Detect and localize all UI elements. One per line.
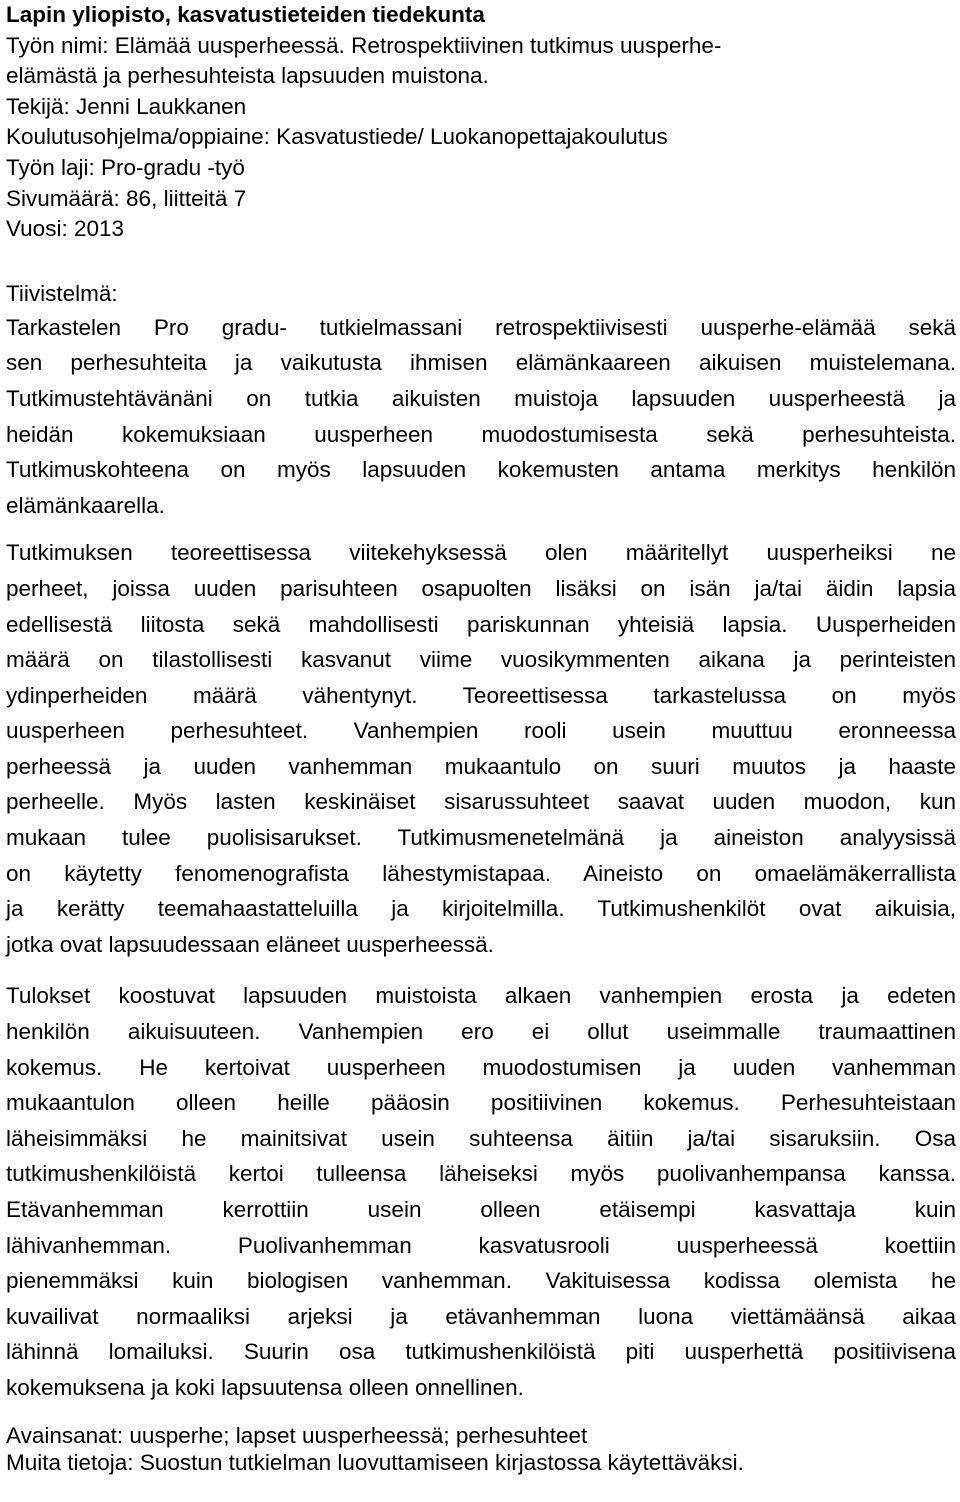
paragraph-line: edellisestä liitosta sekä mahdollisesti pariskunnan yhteisiä lapsia. Uusperheiden [6,611,956,637]
paragraph-line: elämänkaarella. [6,492,165,518]
paragraph-gap [6,1406,956,1422]
keywords-line: Avainsanat: uusperhe; lapset uusperheessä; perhesuhteet [6,1422,588,1448]
document-footer [6,1422,956,1476]
paragraph-line: Tutkimuskohteena on myös lapsuuden kokemusten antama merkitys henkilön [6,457,956,483]
abstract-paragraph-2 [6,535,956,962]
paragraph-line: Tarkastelen Pro gradu- tutkielmassani retrospektiivisesti uusperhe-elämää sekä [6,314,956,340]
paragraph-gap [6,523,956,535]
abstract-label: Tiivistelmä: [6,280,118,306]
paragraph-line: perheessä ja uuden vanhemman mukaantulo on suuri muutos ja haaste [6,753,956,779]
university-line: Lapin yliopisto, kasvatustieteiden tiedekunta [6,2,485,27]
paragraph-line: on käytetty fenomenografista lähestymistapaa. Aineisto on omaelämäkerrallista [6,860,956,886]
pages-line: Sivumäärä: 86, liitteitä 7 [6,185,247,211]
paragraph-line: mukaantulon olleen heille pääosin positiivinen kokemus. Perhesuhteistaan [6,1090,956,1116]
paragraph-line: lähinnä lomailuksi. Suurin osa tutkimushenkilöistä piti uusperhettä positiivisena [6,1339,956,1365]
other-info-line: Muita tietoja: Suostun tutkielman luovuttamiseen kirjastossa käytettäväksi. [6,1449,744,1475]
paragraph-line: kuvailivat normaaliksi arjeksi ja etävanhemman luona viettämäänsä aikaa [6,1303,956,1329]
paragraph-line: läheisimmäksi he mainitsivat usein suhteensa äitiin ja/tai sisaruksiin. Osa [6,1125,956,1151]
paragraph-line: kokemus. He kertoivat uusperheen muodostumisen ja uuden vanhemman [6,1054,956,1080]
document-header [6,0,956,245]
paragraph-line: Tutkimuksen teoreettisessa viitekehyksessä olen määritellyt uusperheiksi ne [6,540,956,566]
paragraph-line: henkilön aikuisuuteen. Vanhempien ero ei ollut useimmalle traumaattinen [6,1019,956,1045]
document-page [6,0,956,1476]
paragraph-line: heidän kokemuksiaan uusperheen muodostumisesta sekä perhesuhteista. [6,421,956,447]
header-gap [6,245,956,277]
work-type-line: Työn laji: Pro-gradu -työ [6,154,245,180]
abstract-paragraph-1 [6,310,956,524]
paragraph-line: mukaan tulee puolisisarukset. Tutkimusmenetelmänä ja aineiston analyysissä [6,825,956,851]
paragraph-line: kokemuksena ja koki lapsuutensa olleen onnellinen. [6,1374,524,1400]
paragraph-line: perheelle. Myös lasten keskinäiset sisarussuhteet saavat uuden muodon, kun [6,789,956,815]
paragraph-line: uusperheen perhesuhteet. Vanhempien rooli usein muuttuu eronneessa [6,718,956,744]
paragraph-line: Tulokset koostuvat lapsuuden muistoista alkaen vanhempien erosta ja edeten [6,983,956,1009]
abstract-paragraph-3 [6,978,956,1405]
year-line: Vuosi: 2013 [6,216,125,242]
program-line: Koulutusohjelma/oppiaine: Kasvatustiede/ Luokanopettajakoulutus [6,124,668,150]
paragraph-line: ydinperheiden määrä vähentynyt. Teoreettisessa tarkastelussa on myös [6,682,956,708]
title-line-1: Työn nimi: Elämää uusperheessä. Retrospektiivinen tutkimus uusperhe- [6,32,722,58]
paragraph-line: määrä on tilastollisesti kasvanut viime vuosikymmenten aikana ja perinteisten [6,647,956,673]
paragraph-line: tutkimushenkilöistä kertoi tulleensa läheiseksi myös puolivanhempansa kanssa. [6,1161,956,1187]
paragraph-line: lähivanhemman. Puolivanhemman kasvatusrooli uusperheessä koettiin [6,1232,956,1258]
paragraph-gap [6,962,956,978]
paragraph-line: perheet, joissa uuden parisuhteen osapuolten lisäksi on isän ja/tai äidin lapsia [6,575,956,601]
paragraph-line: sen perhesuhteita ja vaikutusta ihmisen elämänkaareen aikuisen muistelemana. [6,350,956,376]
title-line-2: elämästä ja perhesuhteista lapsuuden muistona. [6,63,489,89]
paragraph-line: ja kerätty teemahaastatteluilla ja kirjoitelmilla. Tutkimushenkilöt ovat aikuisia, [6,896,956,922]
paragraph-line: jotka ovat lapsuudessaan eläneet uusperheessä. [6,931,494,957]
paragraph-line: Etävanhemman kerrottiin usein olleen etäisempi kasvattaja kuin [6,1197,956,1222]
paragraph-line: Tutkimustehtävänäni on tutkia aikuisten muistoja lapsuuden uusperheestä ja [6,385,956,411]
author-line: Tekijä: Jenni Laukkanen [6,93,247,119]
paragraph-line: pienemmäksi kuin biologisen vanhemman. Vakituisessa kodissa olemista he [6,1268,956,1294]
